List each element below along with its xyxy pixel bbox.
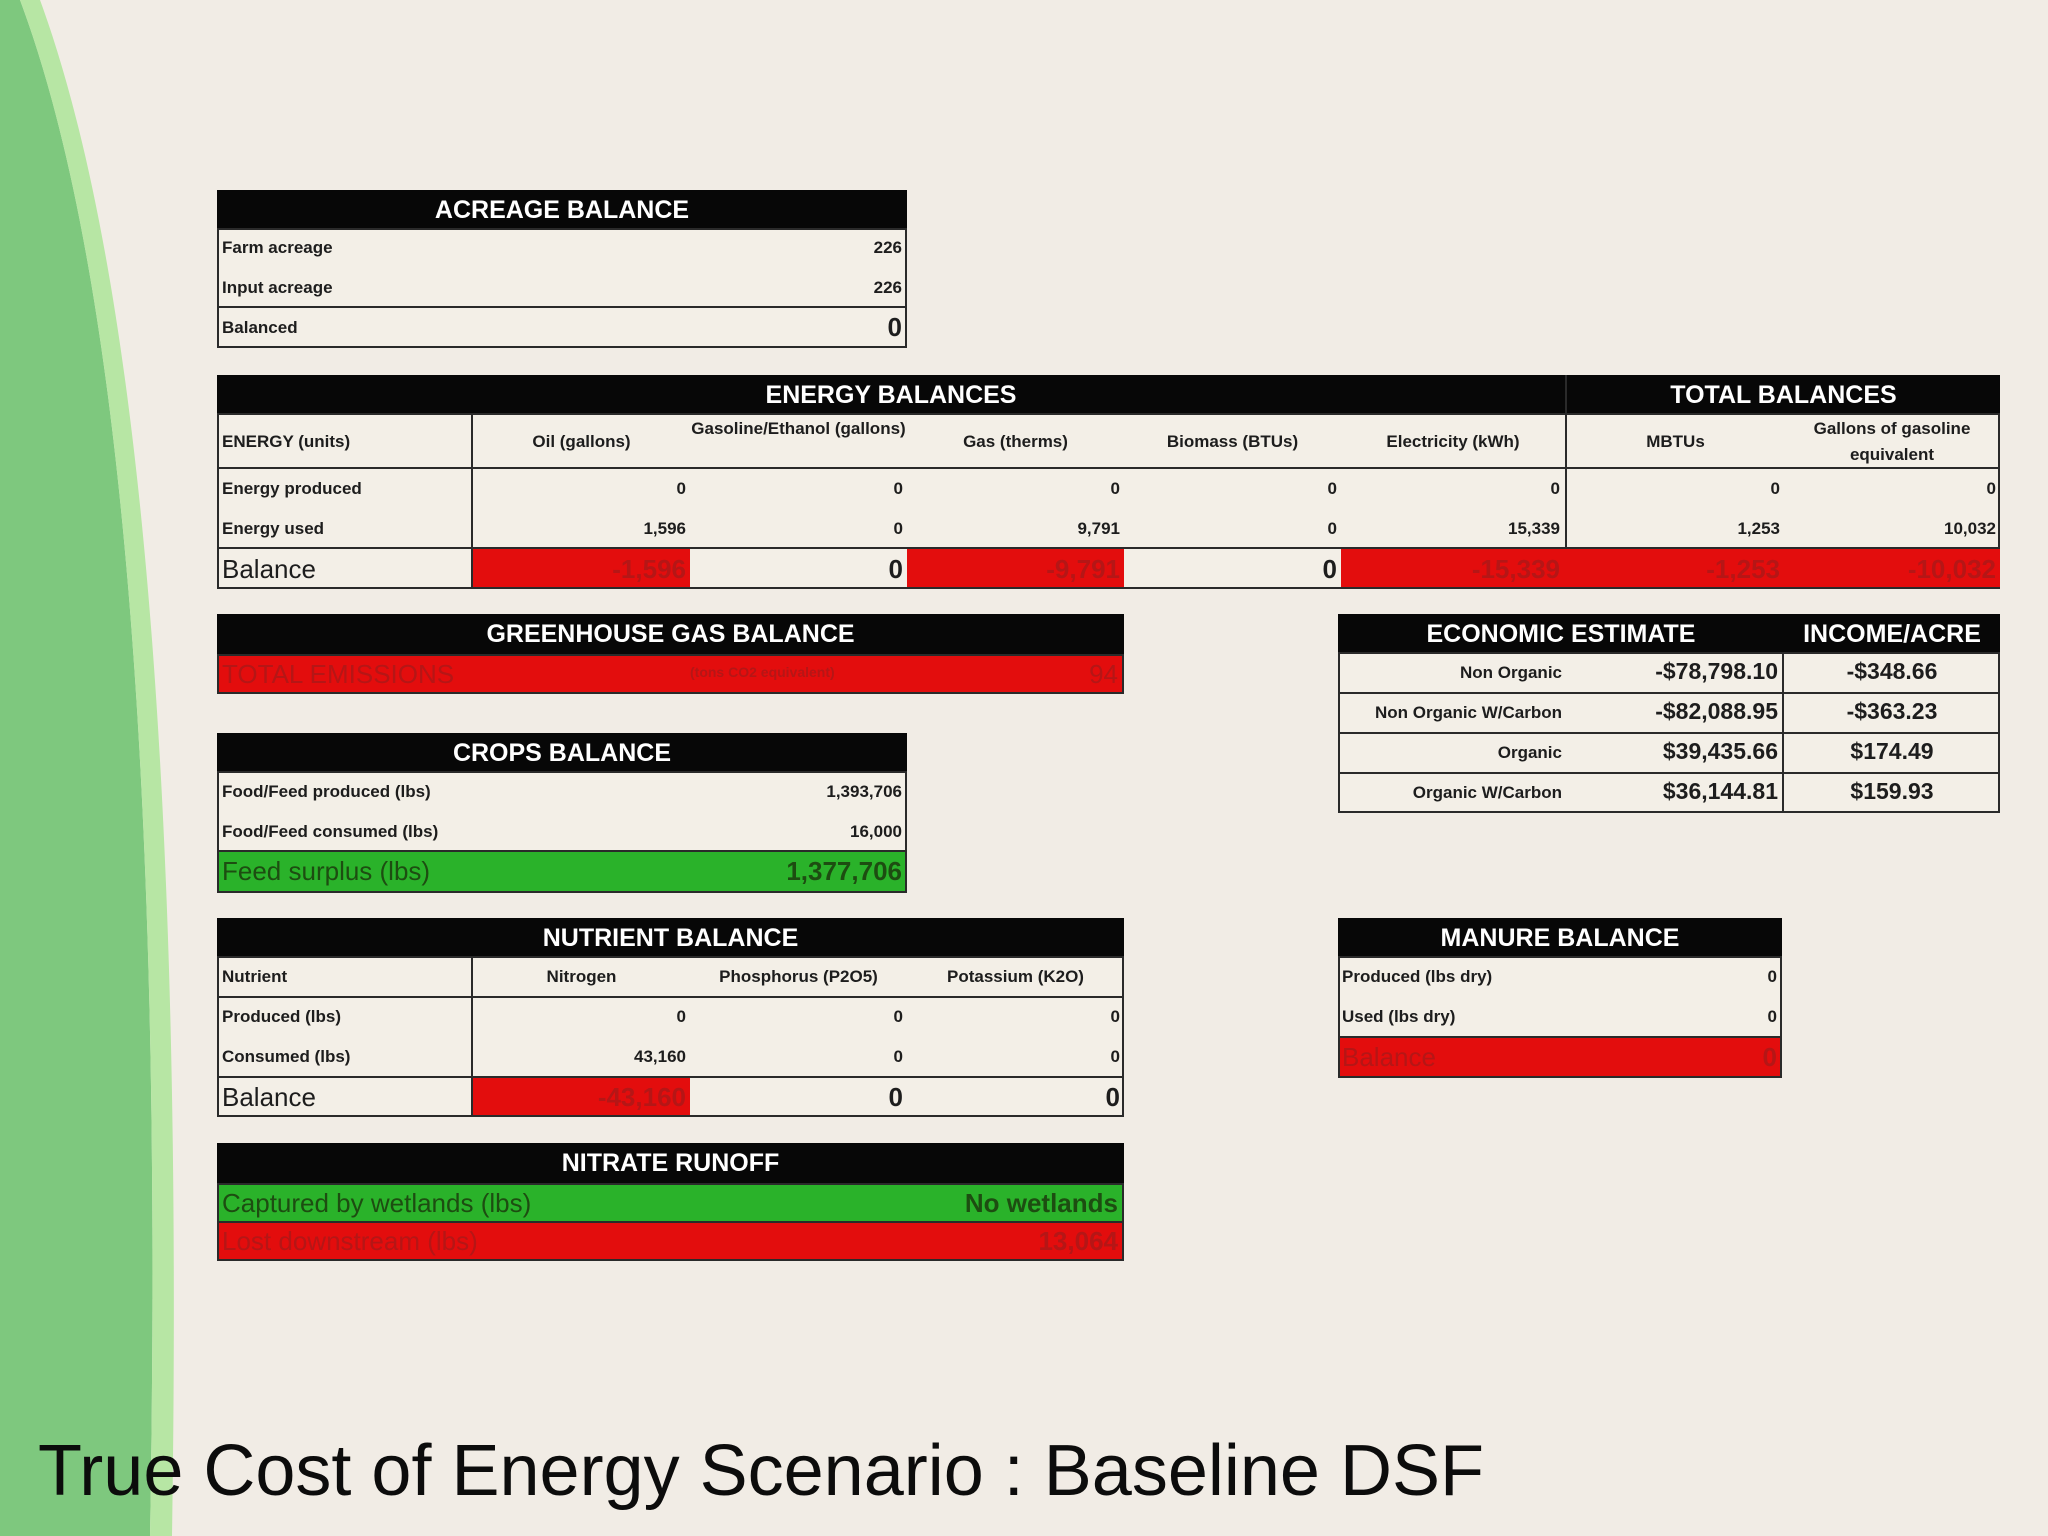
econ-label-organic: Organic bbox=[1497, 743, 1562, 762]
energy-produced-electricity: 0 bbox=[1550, 479, 1560, 498]
nutrient-header: Nutrient bbox=[222, 967, 288, 986]
nutrient-balance-potassium: 0 bbox=[1105, 1082, 1120, 1112]
farm-acreage-label: Farm acreage bbox=[222, 238, 333, 257]
nutrient-balance-title: NUTRIENT BALANCE bbox=[217, 918, 1124, 958]
crops-produced-label: Food/Feed produced (lbs) bbox=[222, 782, 431, 801]
econ-estimate-non-organic-carbon: -$82,088.95 bbox=[1655, 698, 1778, 724]
nutrient-balance-label: Balance bbox=[222, 1082, 316, 1112]
income-per-acre-title: INCOME/ACRE bbox=[1784, 614, 2000, 654]
econ-label-non-organic-carbon: Non Organic W/Carbon bbox=[1375, 703, 1562, 722]
lost-downstream-value: 13,064 bbox=[1038, 1226, 1118, 1256]
totals-col-gge: Gallons of gasoline equivalent bbox=[1813, 419, 1971, 464]
energy-col-oil: Oil (gallons) bbox=[532, 432, 631, 451]
acreage-balanced-value: 0 bbox=[887, 312, 902, 342]
acreage-balance-title: ACREAGE BALANCE bbox=[217, 190, 907, 230]
econ-label-non-organic: Non Organic bbox=[1459, 663, 1562, 682]
feed-surplus-value: 1,377,706 bbox=[786, 856, 902, 886]
total-emissions-label: TOTAL EMISSIONS bbox=[222, 659, 455, 689]
energy-col-electricity: Electricity (kWh) bbox=[1386, 432, 1520, 451]
total-emissions-value: 94 bbox=[1089, 659, 1118, 689]
economic-estimate-title: ECONOMIC ESTIMATE bbox=[1338, 614, 1784, 654]
econ-estimate-organic: $39,435.66 bbox=[1662, 738, 1778, 764]
totals-col-mbtus: MBTUs bbox=[1646, 432, 1705, 451]
totals-used-gge: 10,032 bbox=[1944, 519, 1996, 538]
manure-balance-title: MANURE BALANCE bbox=[1338, 918, 1782, 958]
energy-produced-oil: 0 bbox=[676, 479, 686, 498]
nutrient-consumed-nitrogen: 43,160 bbox=[634, 1047, 686, 1066]
nutrient-produced-potassium: 0 bbox=[1110, 1007, 1120, 1026]
energy-balance-gas: -9,791 bbox=[1046, 554, 1120, 584]
energy-col-gasoline: Gasoline/Ethanol (gallons) bbox=[691, 419, 906, 438]
energy-col-biomass: Biomass (BTUs) bbox=[1166, 432, 1299, 451]
nitrate-runoff-title: NITRATE RUNOFF bbox=[217, 1143, 1124, 1183]
nutrient-consumed-label: Consumed (lbs) bbox=[222, 1047, 351, 1066]
nutrient-col-nitrogen: Nitrogen bbox=[546, 967, 617, 986]
nutrient-balance-phosphorus: 0 bbox=[888, 1082, 903, 1112]
manure-used-label: Used (lbs dry) bbox=[1342, 1007, 1456, 1026]
manure-used-value: 0 bbox=[1767, 1007, 1777, 1026]
totals-produced-mbtus: 0 bbox=[1770, 479, 1780, 498]
captured-wetlands-value: No wetlands bbox=[964, 1188, 1118, 1218]
econ-per-acre-non-organic: -$348.66 bbox=[1846, 658, 1938, 684]
energy-used-label: Energy used bbox=[222, 519, 325, 538]
energy-produced-gasoline: 0 bbox=[893, 479, 903, 498]
energy-col-gas: Gas (therms) bbox=[963, 432, 1068, 451]
energy-produced-label: Energy produced bbox=[222, 479, 362, 498]
totals-used-mbtus: 1,253 bbox=[1737, 519, 1780, 538]
energy-units-header: ENERGY (units) bbox=[222, 432, 351, 451]
totals-produced-gge: 0 bbox=[1986, 479, 1996, 498]
energy-used-biomass: 0 bbox=[1327, 519, 1337, 538]
energy-produced-biomass: 0 bbox=[1327, 479, 1337, 498]
crops-produced-value: 1,393,706 bbox=[826, 782, 902, 801]
total-balances-title: TOTAL BALANCES bbox=[1567, 375, 2000, 415]
econ-estimate-organic-carbon: $36,144.81 bbox=[1662, 778, 1778, 804]
nutrient-consumed-phosphorus: 0 bbox=[893, 1047, 903, 1066]
totals-balance-gge: -10,032 bbox=[1907, 554, 1996, 584]
totals-balance-mbtus: -1,253 bbox=[1706, 554, 1780, 584]
acreage-balanced-label: Balanced bbox=[222, 318, 298, 337]
econ-label-organic-carbon: Organic W/Carbon bbox=[1412, 783, 1562, 802]
econ-per-acre-organic: $174.49 bbox=[1850, 738, 1934, 764]
manure-balance-label: Balance bbox=[1342, 1042, 1436, 1072]
energy-balance-gasoline: 0 bbox=[888, 554, 903, 584]
total-emissions-unit: (tons CO2 equivalent) bbox=[690, 664, 835, 680]
energy-used-electricity: 15,339 bbox=[1508, 519, 1560, 538]
econ-per-acre-non-organic-carbon: -$363.23 bbox=[1846, 698, 1938, 724]
manure-balance-value: 0 bbox=[1762, 1042, 1777, 1072]
energy-balance-biomass: 0 bbox=[1322, 554, 1337, 584]
input-acreage-label: Input acreage bbox=[222, 278, 333, 297]
greenhouse-gas-title: GREENHOUSE GAS BALANCE bbox=[217, 614, 1124, 654]
energy-used-gas: 9,791 bbox=[1077, 519, 1120, 538]
feed-surplus-label: Feed surplus (lbs) bbox=[222, 856, 431, 886]
energy-balance-label: Balance bbox=[222, 554, 316, 584]
econ-per-acre-organic-carbon: $159.93 bbox=[1850, 778, 1934, 804]
energy-used-oil: 1,596 bbox=[643, 519, 686, 538]
nutrient-produced-nitrogen: 0 bbox=[676, 1007, 686, 1026]
crops-consumed-value: 16,000 bbox=[850, 822, 902, 841]
input-acreage-value: 226 bbox=[873, 278, 902, 297]
nutrient-produced-phosphorus: 0 bbox=[893, 1007, 903, 1026]
farm-acreage-value: 226 bbox=[873, 238, 902, 257]
manure-produced-value: 0 bbox=[1767, 967, 1777, 986]
crops-consumed-label: Food/Feed consumed (lbs) bbox=[222, 822, 439, 841]
econ-estimate-non-organic: -$78,798.10 bbox=[1655, 658, 1778, 684]
nutrient-col-potassium: Potassium (K2O) bbox=[947, 967, 1084, 986]
energy-balance-oil: -1,596 bbox=[612, 554, 686, 584]
energy-produced-gas: 0 bbox=[1110, 479, 1120, 498]
energy-used-gasoline: 0 bbox=[893, 519, 903, 538]
energy-balance-electricity: -15,339 bbox=[1471, 554, 1560, 584]
decorative-green-arc bbox=[0, 0, 200, 1536]
slide-title: True Cost of Energy Scenario : Baseline DSF bbox=[38, 1431, 1484, 1511]
nutrient-balance-nitrogen: -43,160 bbox=[597, 1082, 686, 1112]
crops-balance-title: CROPS BALANCE bbox=[217, 733, 907, 773]
nutrient-consumed-potassium: 0 bbox=[1110, 1047, 1120, 1066]
captured-wetlands-label: Captured by wetlands (lbs) bbox=[222, 1188, 532, 1218]
nutrient-col-phosphorus: Phosphorus (P2O5) bbox=[719, 967, 878, 986]
energy-balances-title: ENERGY BALANCES bbox=[217, 375, 1565, 415]
manure-produced-label: Produced (lbs dry) bbox=[1342, 967, 1493, 986]
lost-downstream-label: Lost downstream (lbs) bbox=[222, 1226, 478, 1256]
nutrient-produced-label: Produced (lbs) bbox=[222, 1007, 342, 1026]
